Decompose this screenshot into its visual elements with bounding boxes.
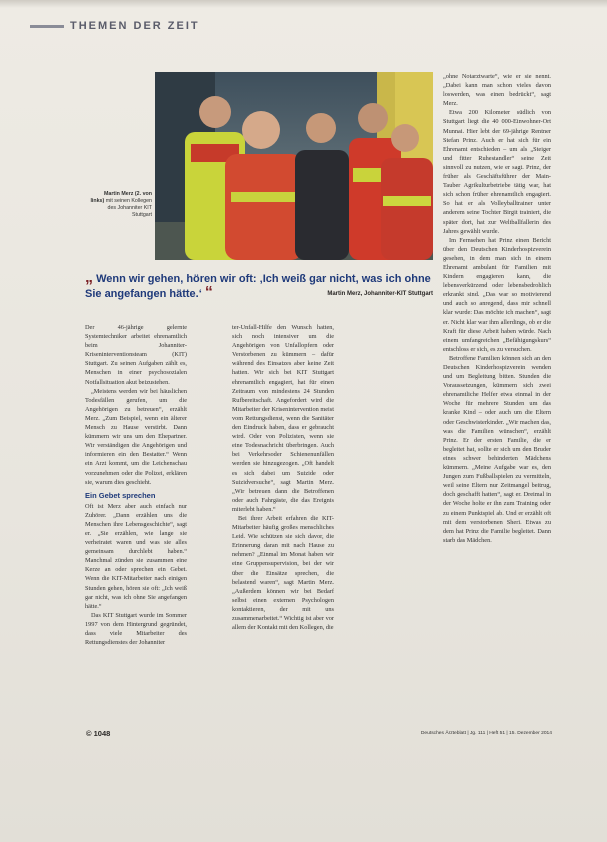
paragraph: „ohne Notarztwarte“, wie er sie nennt. „Dabei kann man schon vieles davon loswerden, was einen bedrückt“, sagt Merz. — [443, 73, 551, 108]
paragraph: Betroffene Familien können sich an den Deutschen Kinderhospizverein wenden und um Begleitung bitten. Stunden die Voraussetzungen, kümmern sich zwei ehrenamtliche Helfer etwa einmal in der Woche für mehrere Stunden um das kranke Kind – oder auch um die Eltern oder Geschwisterkinder. „Wir machen das, was die Familien wünschen“, erzählt Prinz. Er der ersten Familie, die er begleitet hat, sollte er sich um den Bruder eines schwer behinderten Mädchens kümmern. „Meine Aufgabe war es, den Jungen zum Fußballspielen zu vermitteln, weil seine Eltern nur Zeitmangel beitrug, doch geschafft hatten“, sagt er. Dreimal in der Woche holte er ihn zum Training oder zu einem Punktspiel ab. Und er erzählt oft mit dem verstorbenen Sheri. Etwas zu dem hat Prinz die Familie begleitet. Dann starb das Mädchen. — [443, 354, 551, 544]
paragraph: Im Fernsehen hat Prinz einen Bericht über den Deutschen Kinderhospizverein gesehen, in dem man sich in einem Ehrenamt ambulant für Familien mit Kindern engagieren kann, die lebensverkürzend oder lebensbedrohlich erkrankt sind. „Das war so motivierend und auch so anregend, dass mir schnell klar wurde: Das möchte ich machen“, sagt er. Nicht klar war ihm allerdings, ob er die Kraft für diese Arbeit haben würde. Nach einem umfangreichen „Befähigungskurs“ entschloss er sich, es zu versuchen. — [443, 236, 551, 353]
rubric-bar — [30, 25, 64, 28]
quote-close-mark: “ — [204, 284, 213, 301]
photo-caption — [90, 191, 152, 219]
paragraph: Das KIT Stuttgart wurde im Sommer 1997 von dem Hintergrund gegründet, dass viele Mitarbeiter des Rettungsdienstes der Johanniter — [85, 611, 187, 647]
subheading: Ein Gebet sprechen — [85, 490, 156, 500]
article-column-1 — [85, 323, 187, 708]
caption-bold: Martin Merz (2. von links) — [90, 191, 152, 204]
page-number: © 1048 — [86, 729, 111, 738]
quote-author: Martin Merz, Johanniter-KIT Stuttgart — [327, 291, 433, 297]
scan-shadow — [0, 0, 607, 8]
paragraph: Etwa 200 Kilometer südlich von Stuttgart liegt die 40 000-Einwohner-Ort Munnai. Hier lebt der 69-jährige Rentner Stefan Prinz. Auch er hat sich für ein Ehrenamt entschieden – um als „Steiger und fitter Ruhestandler“ seine Zeit sinnvoll zu nutzen, wie er sagt. Prinz, der früher als Geschäftsführer der Main-Tauber Agrikulturbetriebe tätig war, hat sich schon früher ehrenamtlich engagiert. So hat er als Volleyballtrainer unter anderem seine Tochter Birgit trainiert, die später dort, hat zur Weltballfallerin des Jahres gewählt wurde. — [443, 109, 551, 235]
team-photo-image — [155, 72, 433, 260]
paragraph: ter-Unfall-Hilfe den Wunsch hatten, sich noch intensiver um die Angehörigen von Unfallopfern oder Verstorbenen zu kümmern – dafür während des Einsatzes aber keine Zeit hatten. Wir sich bei KIT Stuttgart ehrenamtlich engagiert, hat für einen Zeitraum von mindestens 24 Stunden Rufbereitschaft. Angefordert wird die Mitarbeiter der Krisenintervention meist vom Rettungsdienst, wenn die Sanitäter den Eindruck haben, dass er gebraucht wird. Oder von Polizisten, wenn sie eine Todesnachricht überbringen. Auch bei Verkehrsoder Schienenunfällen werden sie hinzugezogen. „Oft handelt es sich dabei um Suizide oder Suizidversuche“, sagt Martin Merz. „Wir betreuen dann die Betroffenen oder auch Fahrgäste, die das Ereignis miterlebt haben.“ — [232, 324, 334, 513]
paragraph: „Meistens werden wir bei häuslichen Todesfällen gerufen, um die Angehörigen zu betreuen“, erzählt Merz. „Zum Beispiel, wenn ein älterer Mensch zu Hause verstirbt. Dann kümmern wir uns um den Ehepartner. Wir verständigen die Angehörigen und informieren ein den Bestatter.“ Wenn ein Arzt kommt, um die Leichenschau vorzunehmen oder die Polizei, erklären sie, warum dies geschieht. — [85, 387, 187, 486]
journal-footer: Deutsches Ärzteblatt | Jg. 111 | Heft 51 | 15. Dezember 2014 — [420, 731, 552, 736]
section-rubric: THEMEN DER ZEIT — [70, 20, 200, 32]
team-photo — [155, 72, 433, 260]
quote-text: Wenn wir gehen, hören wir oft: ‚Ich weiß gar nicht, was ich ohne Sie angefangen hätte.‘ — [85, 273, 431, 300]
paragraph: Der 46-jährige gelernte Systemtechniker arbeitet ehrenamtlich beim Johanniter-Kriseninterventionsteam (KIT) Stuttgart. Zu seinen Aufgaben zählt es, Menschen in einer psychosozialen Notfallsituation akut beizustehen. — [85, 324, 187, 386]
paragraph: Bei ihrer Arbeit erfahren die KIT-Mitarbeiter häufig großes menschliches Leid. Wie schützen sie sich davor, die Erinnerung daran mit nach Hause zu nehmen? „Einmal im Monat haben wir eine Gruppensupervision, bei der wir über die Einsätze sprechen, die belastend waren“, sagt Martin Merz. „Außerdem können wir bei Bedarf selbst einen externen Psychologen kontaktieren, der mit uns zusammenarbeitet.“ Wichtig ist aber vor allem der Kontakt mit den Kollegen, die — [232, 514, 334, 632]
article-column-2 — [232, 323, 334, 708]
caption-text: mit seinen Kollegen des Johanniter KIT Stuttgart — [105, 198, 152, 218]
paragraph: Oft ist Merz aber auch einfach nur Zuhörer. „Dann erzählen uns die Menschen ihre Lebensgeschichte“, sagt er. „Sie erzählen, wie lange sie verheiratet waren und was sie alles gemeinsam durchlebt haben.“ Manchmal zünden sie zusammen eine Kerze an oder sprechen ein Gebet. Wenn die KIT-Mitarbeiter nach einigen Stunden gehen, hören sie oft: „Ich weiß gar nicht, was ich ohne Sie angefangen hätte.“ — [85, 502, 187, 610]
article-column-3 — [443, 72, 551, 687]
quote-open-mark: „ — [85, 269, 93, 286]
